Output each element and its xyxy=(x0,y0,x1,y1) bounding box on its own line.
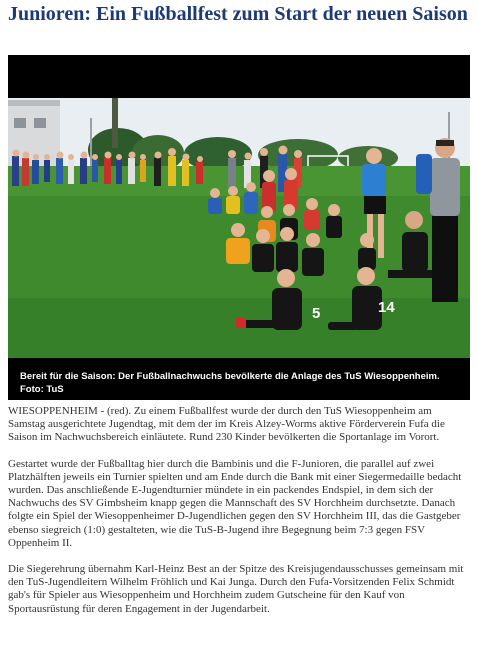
article-paragraph: Die Siegerehrung übernahm Karl-Heinz Best an der Spitze des Kreisjugendausschusses gemeinsam mit den TuS-Jugendleitern Wilhelm Fröhlich und Kai Junga. Durch den Fufa-Vorsitzenden Felix Schmidt gab's für Spieler aus Wiesoppenheim und Horchheim zudem Gutscheine für den Kauf von Sportausrüstung für deren Engagement in der Jugendarbeit. xyxy=(8,563,464,615)
article-paragraph: WIESOPPENHEIM - (red). Zu einem Fußballfest wurde der durch den TuS Wiesoppenheim am Samstag ausgerichtete Jugendtag, mit dem der im Kreis Alzey-Worms aktive Förderverein Fufa die Saison im Nachwuchsbereich einläutete. Rund 230 Kinder bevölkerten die Sportanlage im Vorort. xyxy=(8,405,445,444)
article-headline: Junioren: Ein Fußballfest zum Start der neuen Saison xyxy=(8,3,468,25)
team-photo-illustration xyxy=(8,98,470,358)
photo-figure xyxy=(8,55,470,400)
jersey-number-14: 14 xyxy=(378,299,395,316)
photo-caption: Bereit für die Saison: Der Fußballnachwuchs bevölkerte die Anlage des TuS Wiesoppenheim. Foto: TuS xyxy=(20,371,440,395)
article-body xyxy=(8,405,470,629)
team-photo xyxy=(8,98,470,358)
jersey-number-5: 5 xyxy=(312,305,321,322)
article-paragraph: Gestartet wurde der Fußballtag hier durch die Bambinis und die F-Junioren, die parallel auf zwei Platzhälften jeweils ein Turnier spielten und am Ende durch die Bank mit einer Siegermedaille bedacht wurden. Das anschließende E-Jugendturnier mündete in ein packendes Endspiel, in dem sich der Nachwuchs des SV Gimbsheim knapp gegen die Mannschaft des SV Horchheim durchsetzte. Danach folgte ein Spiel der Wiesoppenheimer D-Jugendlichen gegen den SV Horchheim III, das die Gastgeber ebenso siegreich (1:0) gestalteten, wie die TuS-B-Jugend ihre Begegnung beim 7:3 gegen FSV Oppenheim II. xyxy=(8,457,462,549)
